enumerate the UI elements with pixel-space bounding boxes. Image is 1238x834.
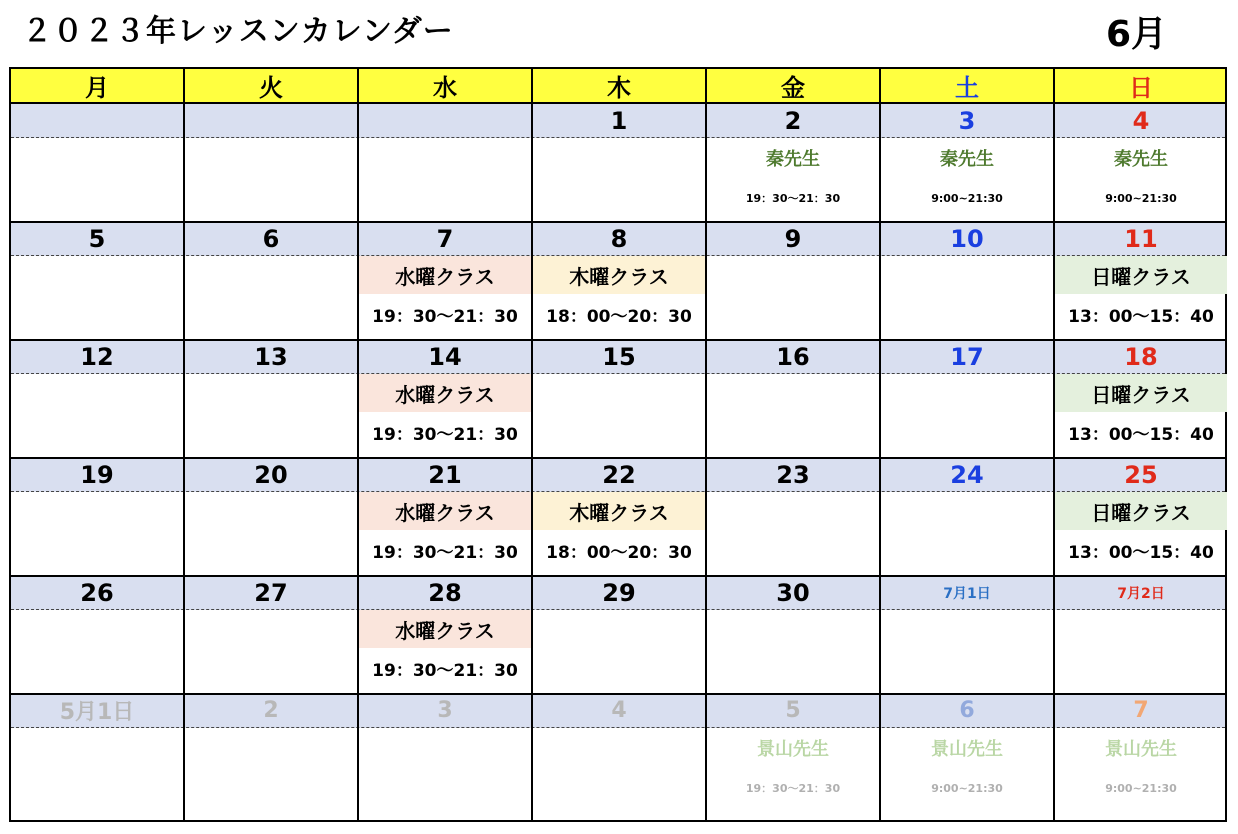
class-time: 13：00～15：40 — [1068, 542, 1214, 563]
class-label[interactable]: 水曜クラス — [359, 256, 531, 294]
date-number[interactable]: 4 — [611, 698, 627, 723]
date-number[interactable]: 12 — [80, 342, 114, 371]
weekday-thu: 木 — [607, 74, 631, 102]
teacher-time: 9:00~21:30 — [931, 781, 1003, 795]
class-label[interactable]: 日曜クラス — [1055, 256, 1227, 294]
weekday-mon: 月 — [85, 74, 109, 102]
calendar-grid — [9, 67, 1227, 822]
date-number[interactable]: 7月1日 — [943, 585, 991, 602]
date-number[interactable]: 9 — [784, 224, 802, 253]
class-time: 18：00～20：30 — [546, 306, 692, 327]
weekday-header-row — [11, 69, 1225, 104]
column-divider — [531, 69, 533, 820]
date-number[interactable]: 3 — [958, 106, 976, 135]
date-number[interactable]: 10 — [950, 224, 984, 253]
date-number[interactable]: 5月1日 — [59, 700, 135, 725]
date-number[interactable]: 5 — [785, 698, 801, 723]
date-number[interactable]: 7月2日 — [1117, 585, 1165, 602]
class-time: 13：00～15：40 — [1068, 424, 1214, 445]
teacher-label[interactable]: 秦先生 — [940, 149, 994, 170]
date-number[interactable]: 1 — [610, 106, 628, 135]
date-number[interactable]: 4 — [1132, 106, 1150, 135]
teacher-time: 19：30～21：30 — [745, 782, 841, 795]
date-number[interactable]: 5 — [88, 224, 106, 253]
date-number[interactable]: 23 — [776, 460, 810, 489]
teacher-time: 9:00~21:30 — [1105, 191, 1177, 205]
date-number[interactable]: 19 — [80, 460, 114, 489]
class-time: 19：30～21：30 — [372, 542, 518, 563]
column-divider — [879, 69, 881, 820]
date-number[interactable]: 7 — [436, 224, 454, 253]
column-divider — [1053, 69, 1055, 820]
class-time: 19：30～21：30 — [372, 424, 518, 445]
date-number[interactable]: 8 — [610, 224, 628, 253]
week-separator — [11, 457, 1225, 459]
date-number[interactable]: 30 — [776, 578, 810, 607]
weekday-tue: 火 — [259, 74, 283, 102]
week-separator — [11, 575, 1225, 577]
month-label: 6月 — [1106, 14, 1168, 55]
class-label[interactable]: 水曜クラス — [359, 492, 531, 530]
class-label[interactable]: 木曜クラス — [533, 492, 705, 530]
week-separator — [11, 221, 1225, 223]
date-number[interactable]: 24 — [950, 460, 984, 489]
date-number[interactable]: 7 — [1133, 698, 1149, 723]
class-label[interactable]: 日曜クラス — [1055, 374, 1227, 412]
date-number[interactable]: 2 — [784, 106, 802, 135]
column-divider — [183, 69, 185, 820]
class-label[interactable]: 木曜クラス — [533, 256, 705, 294]
weekday-sat: 土 — [955, 74, 979, 102]
date-number[interactable]: 11 — [1124, 224, 1158, 253]
teacher-label[interactable]: 秦先生 — [1114, 149, 1168, 170]
class-time: 18：00～20：30 — [546, 542, 692, 563]
class-time: 13：00～15：40 — [1068, 306, 1214, 327]
date-number[interactable]: 14 — [428, 342, 462, 371]
date-number[interactable]: 16 — [776, 342, 810, 371]
date-number[interactable]: 27 — [254, 578, 288, 607]
date-number[interactable]: 29 — [602, 578, 636, 607]
week-separator — [11, 693, 1225, 695]
weekday-fri: 金 — [781, 74, 805, 102]
date-number[interactable]: 25 — [1124, 460, 1158, 489]
weekday-sun: 日 — [1129, 74, 1153, 102]
teacher-time: 9:00~21:30 — [1105, 781, 1177, 795]
class-label[interactable]: 水曜クラス — [359, 610, 531, 648]
date-number[interactable]: 28 — [428, 578, 462, 607]
teacher-label[interactable]: 景山先生 — [1105, 739, 1177, 760]
date-number[interactable]: 6 — [262, 224, 280, 253]
date-number[interactable]: 13 — [254, 342, 288, 371]
teacher-label[interactable]: 景山先生 — [757, 739, 829, 760]
weekday-wed: 水 — [433, 74, 457, 102]
teacher-time: 9:00~21:30 — [931, 191, 1003, 205]
date-number[interactable]: 3 — [437, 698, 453, 723]
class-time: 19：30～21：30 — [372, 306, 518, 327]
date-number[interactable]: 18 — [1124, 342, 1158, 371]
date-number[interactable]: 20 — [254, 460, 288, 489]
date-number[interactable]: 17 — [950, 342, 984, 371]
page-title: ２０２３年レッスンカレンダー — [22, 14, 454, 49]
teacher-label[interactable]: 秦先生 — [766, 149, 820, 170]
date-number[interactable]: 21 — [428, 460, 462, 489]
column-divider — [705, 69, 707, 820]
column-divider — [357, 69, 359, 820]
teacher-label[interactable]: 景山先生 — [931, 739, 1003, 760]
class-label[interactable]: 水曜クラス — [359, 374, 531, 412]
class-label[interactable]: 日曜クラス — [1055, 492, 1227, 530]
date-number[interactable]: 22 — [602, 460, 636, 489]
class-time: 19：30～21：30 — [372, 660, 518, 681]
teacher-time: 19：30～21：30 — [745, 192, 841, 205]
date-number[interactable]: 15 — [602, 342, 636, 371]
date-number[interactable]: 6 — [959, 698, 975, 723]
date-number[interactable]: 26 — [80, 578, 114, 607]
date-number[interactable]: 2 — [263, 698, 279, 723]
week-separator — [11, 339, 1225, 341]
